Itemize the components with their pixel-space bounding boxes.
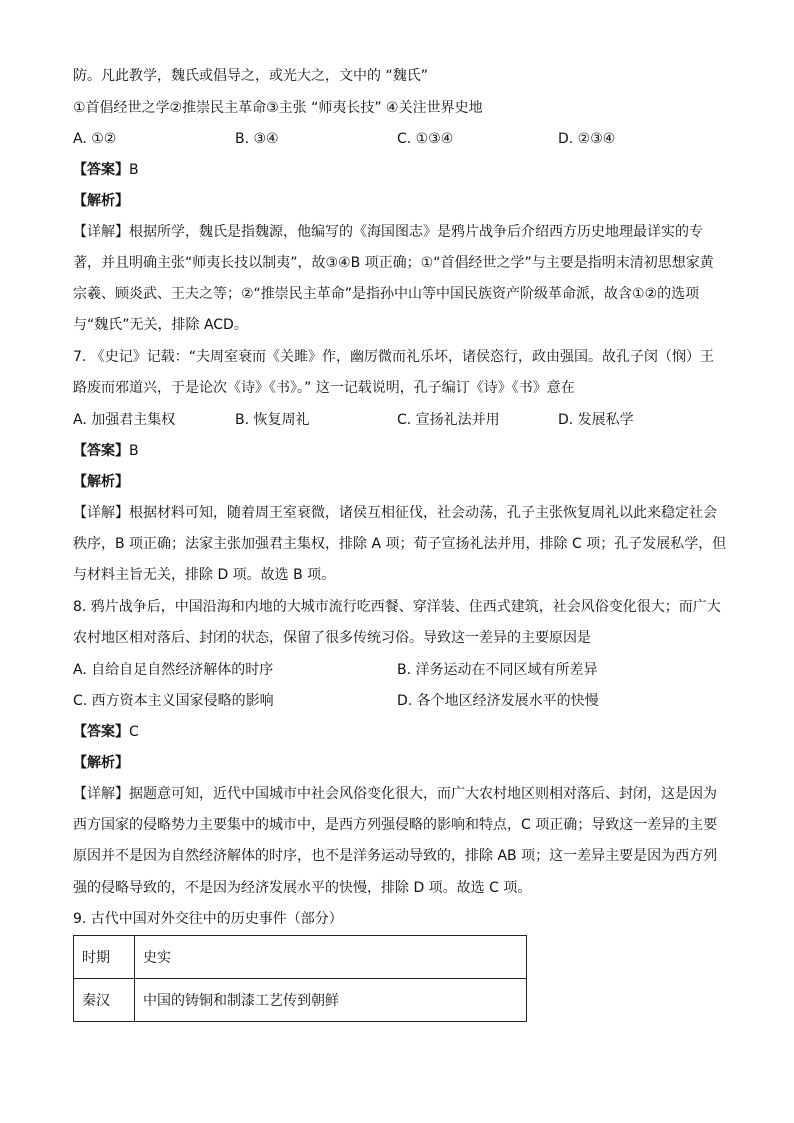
q8-explanation-line: 强的侵略导致的，不是因为经济发展水平的快慢，排除 D 项。故选 C 项。 — [73, 880, 532, 896]
table-header-cell: 时期 — [74, 936, 135, 979]
q8-option-b: B. 洋务运动在不同区域有所差异 — [397, 662, 598, 678]
q8-option-a: A. 自给自足自然经济解体的时序 — [73, 662, 274, 678]
q7-explanation-line: 【详解】根据材料可知，随着周王室衰微，诸侯互相征伐，社会动荡，孔子主张恢复周礼以此来稳定社会 — [73, 505, 717, 521]
q6-analysis-heading — [73, 191, 733, 211]
q6-option-c: C. ①③④ — [397, 131, 454, 147]
q6-stem-text: 防。凡此教学，魏氏或倡导之，或光大之，文中的 “魏氏” — [73, 68, 428, 84]
q6-answer — [73, 160, 733, 180]
answer-tag: 【答案】 — [73, 443, 129, 459]
q7-analysis-heading — [73, 472, 733, 492]
q6-options — [73, 129, 733, 149]
history-events-table — [73, 935, 527, 1022]
table-row — [74, 979, 527, 1022]
analysis-tag: 【解析】 — [73, 193, 129, 209]
q7-answer — [73, 441, 733, 461]
answer-value: B — [129, 162, 139, 178]
q8-option-d: D. 各个地区经济发展水平的快慢 — [397, 693, 599, 709]
q6-option-a: A. ①② — [73, 131, 117, 147]
q7-option-a: A. 加强君主集权 — [73, 412, 176, 428]
q8-option-c: C. 西方资本主义国家侵略的影响 — [73, 693, 274, 709]
table-header-cell: 史实 — [135, 936, 527, 979]
q6-option-d: D. ②③④ — [558, 131, 616, 147]
q8-explanation-line: 西方国家的侵略势力主要集中的城市中，是西方列强侵略的影响和特点，C 项正确；导致这一差异的主要 — [73, 817, 718, 833]
analysis-tag: 【解析】 — [73, 474, 129, 490]
q7-explanation-line: 秩序，B 项正确；法家主张加强君主集权，排除 A 项；荀子宣扬礼法并用，排除 C 项；孔子发展私学，但 — [73, 536, 727, 552]
answer-value: C — [129, 724, 139, 740]
q8-stem-text: 农村地区相对落后、封闭的状态，保留了很多传统习俗。导致这一差异的主要原因是 — [73, 630, 591, 646]
answer-value: B — [129, 443, 139, 459]
q6-explanation-line: 宗羲、顾炎武、王夫之等；②“推崇民主革命”是指孙中山等中国民族资产阶级革命派，故含①②的选项 — [73, 286, 700, 302]
analysis-tag: 【解析】 — [73, 755, 129, 771]
q6-explanation-line: 【详解】根据所学，魏氏是指魏源，他编写的《海国图志》是鸦片战争后介绍西方历史地理最详实的专 — [73, 224, 703, 240]
table-cell-period: 秦汉 — [74, 979, 135, 1022]
q8-analysis-heading — [73, 753, 733, 773]
q6-explanation-line: 与“魏氏”无关，排除 ACD。 — [73, 317, 248, 333]
q7-stem-text: 路废而邪道兴，于是论次《诗》《书》。” 这一记载说明，孔子编订《诗》《书》意在 — [73, 380, 575, 396]
answer-tag: 【答案】 — [73, 724, 129, 740]
q8-options-row-1 — [73, 660, 733, 680]
q8-options-row-2 — [73, 691, 733, 711]
q7-option-d: D. 发展私学 — [558, 412, 634, 428]
table-header-row — [74, 936, 527, 979]
q8-answer — [73, 722, 733, 742]
q8-stem-text: 8. 鸦片战争后，中国沿海和内地的大城市流行吃西餐、穿洋装、住西式建筑，社会风俗变化很大；而广大 — [73, 599, 721, 615]
q7-option-c: C. 宣扬礼法并用 — [397, 412, 500, 428]
q9-stem-text: 9. 古代中国对外交往中的历史事件（部分） — [73, 911, 343, 927]
q7-explanation-line: 与材料主旨无关，排除 D 项。故选 B 项。 — [73, 567, 336, 583]
q6-option-b: B. ③④ — [235, 131, 279, 147]
q8-explanation-line: 【详解】据题意可知，近代中国城市中社会风俗变化很大，而广大农村地区则相对落后、封闭，这是因为 — [73, 786, 717, 802]
q7-option-b: B. 恢复周礼 — [235, 412, 310, 428]
table-cell-fact: 中国的铸铜和制漆工艺传到朝鲜 — [135, 979, 527, 1022]
q6-statements: ①首倡经世之学②推崇民主革命③主张 “师夷长技” ④关注世界史地 — [73, 100, 483, 116]
q6-explanation-line: 著，并且明确主张“师夷长技以制夷”，故③④B 项正确；①“首倡经世之学”与主要是指明末清初思想家黄 — [73, 255, 714, 271]
q7-options — [73, 410, 733, 430]
q8-explanation-line: 原因并不是因为自然经济解体的时序，也不是洋务运动导致的，排除 AB 项；这一差异主要是因为西方列 — [73, 848, 718, 864]
answer-tag: 【答案】 — [73, 162, 129, 178]
q7-stem-text: 7. 《史记》记载：“夫周室衰而《关雎》作，幽厉微而礼乐坏，诸侯恣行，政由强国。故孔子闵（悯）王 — [73, 349, 715, 365]
